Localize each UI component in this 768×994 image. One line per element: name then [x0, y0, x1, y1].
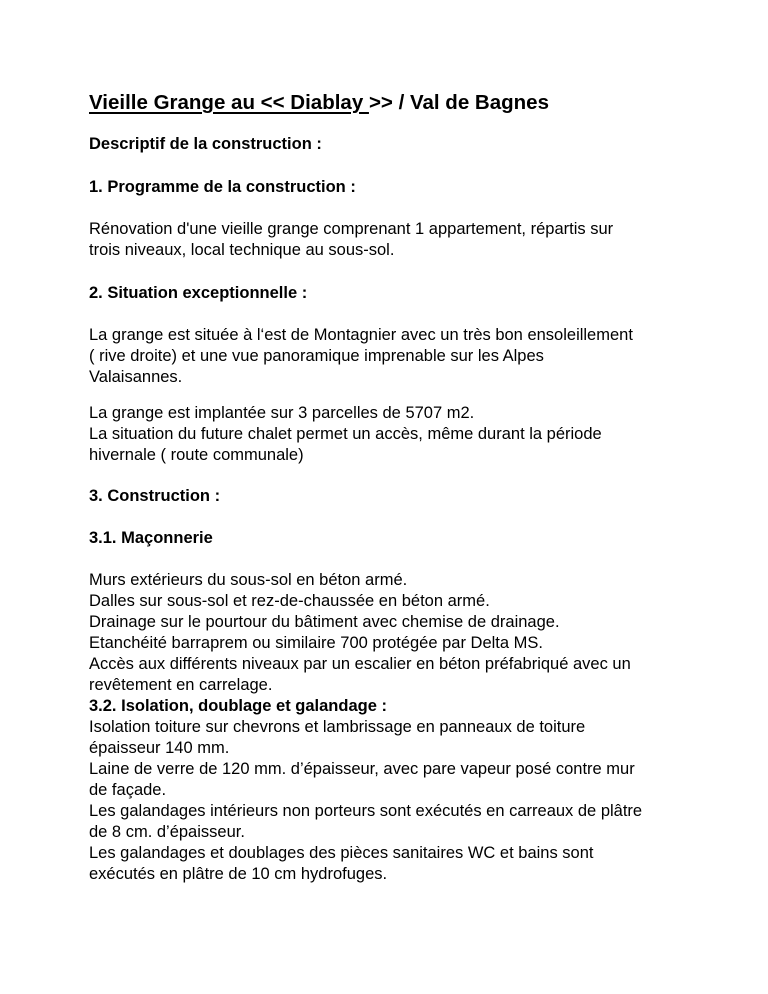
- text-line: La grange est située à l‘est de Montagnier avec un très bon ensoleillement: [89, 326, 633, 344]
- text-line: Valaisannes.: [89, 368, 183, 386]
- text-line: de 8 cm. d’épaisseur.: [89, 823, 245, 841]
- programme-heading: 1. Programme de la construction :: [89, 178, 356, 196]
- construction-heading: 3. Construction :: [89, 487, 221, 505]
- text-line: Isolation toiture sur chevrons et lambrissage en panneaux de toiture: [89, 718, 586, 736]
- situation-heading: 2. Situation exceptionnelle :: [89, 284, 308, 302]
- text-line: exécutés en plâtre de 10 cm hydrofuges.: [89, 865, 388, 883]
- text-line: Dalles sur sous-sol et rez-de-chaussée en béton armé.: [89, 592, 490, 610]
- text-line: ( rive droite) et une vue panoramique imprenable sur les Alpes: [89, 347, 544, 365]
- text-line: Murs extérieurs du sous-sol en béton armé.: [89, 571, 408, 589]
- maconnerie-heading: 3.1. Maçonnerie: [89, 529, 213, 547]
- text-line: Laine de verre de 120 mm. d’épaisseur, avec pare vapeur posé contre mur: [89, 760, 635, 778]
- text-line: Les galandages et doublages des pièces sanitaires WC et bains sont: [89, 844, 594, 862]
- document-title: [89, 90, 549, 116]
- isolation-heading: 3.2. Isolation, doublage et galandage :: [89, 697, 387, 715]
- text-line: trois niveaux, local technique au sous-sol.: [89, 241, 395, 259]
- situation-paragraph-1: [89, 325, 709, 388]
- maconnerie-paragraph: [89, 570, 709, 885]
- text-line: hivernale ( route communale): [89, 446, 304, 464]
- title-rest: >> / Val de Bagnes: [368, 91, 549, 114]
- title-underlined-part: Vieille Grange au << Diablay: [89, 91, 369, 114]
- situation-paragraph-2: [89, 403, 709, 466]
- programme-paragraph: [89, 219, 709, 261]
- text-line: revêtement en carrelage.: [89, 676, 273, 694]
- descriptif-heading: Descriptif de la construction :: [89, 135, 322, 153]
- text-line: épaisseur 140 mm.: [89, 739, 230, 757]
- text-line: Etanchéité barraprem ou similaire 700 protégée par Delta MS.: [89, 634, 543, 652]
- text-line: Rénovation d'une vieille grange comprenant 1 appartement, répartis sur: [89, 220, 614, 238]
- text-line: de façade.: [89, 781, 167, 799]
- text-line: Accès aux différents niveaux par un escalier en béton préfabriqué avec un: [89, 655, 631, 673]
- text-line: Les galandages intérieurs non porteurs sont exécutés en carreaux de plâtre: [89, 802, 643, 820]
- text-line: La grange est implantée sur 3 parcelles de 5707 m2.: [89, 404, 475, 422]
- text-line: La situation du future chalet permet un accès, même durant la période: [89, 425, 602, 443]
- text-line: Drainage sur le pourtour du bâtiment avec chemise de drainage.: [89, 613, 560, 631]
